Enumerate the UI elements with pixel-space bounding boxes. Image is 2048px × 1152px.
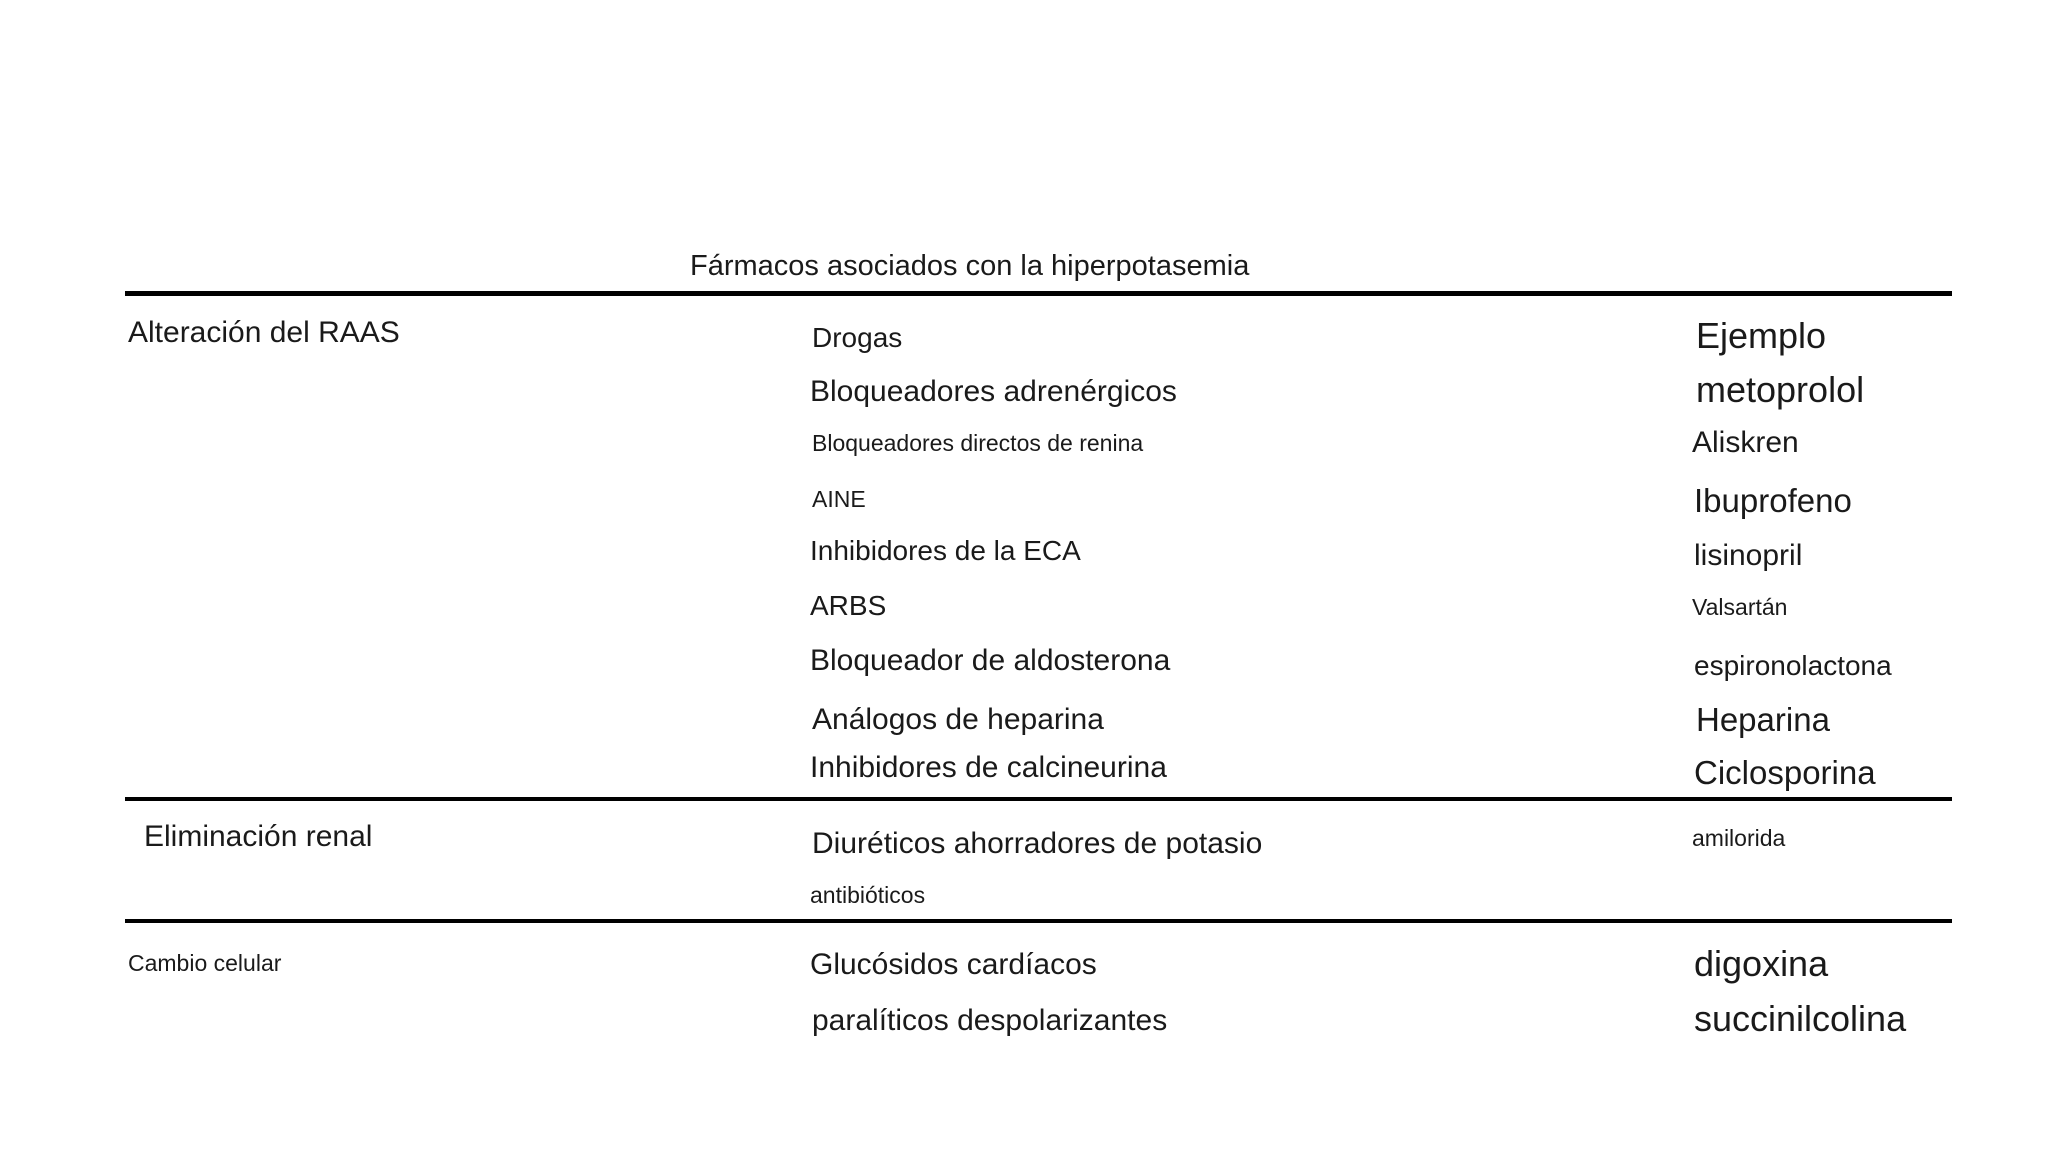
example-espironolactona: espironolactona (1694, 650, 1892, 681)
category-raas: Alteración del RAAS (128, 316, 400, 349)
drug-renin-blockers: Bloqueadores directos de renina (812, 430, 1144, 456)
drug-ace-inhibitors: Inhibidores de la ECA (810, 535, 1081, 566)
drug-arbs: ARBS (810, 590, 887, 621)
header-drugs: Drogas (812, 322, 903, 353)
drug-aldosterone-blocker: Bloqueador de aldosterona (810, 644, 1171, 677)
drug-cardiac-glycosides: Glucósidos cardíacos (810, 948, 1097, 981)
example-heparina: Heparina (1696, 701, 1830, 738)
category-renal-elimination: Eliminación renal (144, 820, 373, 853)
example-succinilcolina: succinilcolina (1694, 998, 1907, 1039)
top-rule (125, 291, 1952, 296)
drug-heparin-analogs: Análogos de heparina (812, 703, 1104, 736)
example-ciclosporina: Ciclosporina (1694, 754, 1876, 791)
drug-adrenergic-blockers: Bloqueadores adrenérgicos (810, 375, 1177, 408)
example-metoprolol: metoprolol (1696, 369, 1865, 410)
example-valsartan: Valsartán (1692, 594, 1788, 620)
example-ibuprofeno: Ibuprofeno (1694, 482, 1852, 519)
example-aliskren: Aliskren (1692, 426, 1799, 459)
example-amilorida: amilorida (1692, 825, 1786, 851)
example-digoxina: digoxina (1694, 943, 1829, 984)
drug-antibiotics: antibióticos (810, 882, 926, 908)
example-lisinopril: lisinopril (1694, 539, 1803, 572)
table-title: Fármacos asociados con la hiperpotasemia (690, 250, 1250, 282)
section-rule-1 (125, 797, 1952, 801)
drug-calcineurin-inhibitors: Inhibidores de calcineurina (810, 751, 1167, 784)
category-cellular-change: Cambio celular (128, 950, 282, 976)
section-rule-2 (125, 919, 1952, 923)
drug-potassium-sparing-diuretics: Diuréticos ahorradores de potasio (812, 827, 1263, 860)
header-example: Ejemplo (1696, 315, 1827, 356)
drug-depolarizing-paralytics: paralíticos despolarizantes (812, 1004, 1168, 1037)
drug-aine: AINE (812, 486, 866, 512)
